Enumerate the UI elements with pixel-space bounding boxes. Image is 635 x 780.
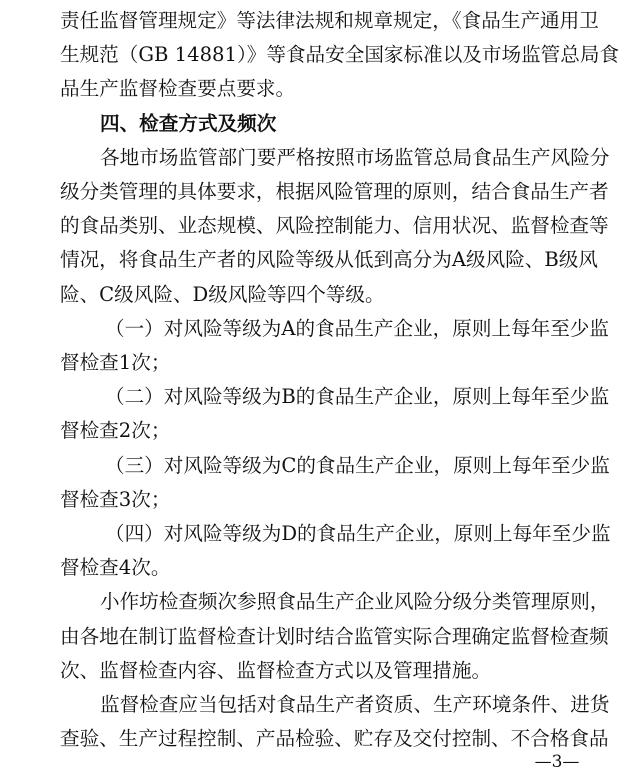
text-line: 各地市场监管部门要严格按照市场监管总局食品生产风险分 (100, 145, 610, 169)
text-line: 查验、生产过程控制、产品检验、贮存及交付控制、不合格食品 (60, 727, 609, 751)
text-line: 情况，将食品生产者的风险等级从低到高分为A级风险、B级风 (60, 248, 598, 272)
text-line: 级分类管理的具体要求，根据风险管理的原则，结合食品生产者 (60, 180, 609, 203)
text-line: 品生产监督检查要点要求。 (60, 77, 296, 101)
text-line: 小作坊检查频次参照食品生产企业风险分级分类管理原则， (100, 590, 610, 614)
text-line: 由各地在制订监督检查计划时结合监管实际合理确定监督检查频 (60, 624, 609, 648)
text-line: （二）对风险等级为B的食品生产企业，原则上每年至少监 (105, 385, 610, 409)
page-number: —3— (534, 752, 580, 772)
text-line: 督检查3次； (60, 487, 171, 511)
text-line: 生规范（GB 14881）》等食品安全国家标准以及市场监管总局食 (60, 43, 620, 67)
section-heading: 四、检查方式及频次 (100, 111, 277, 135)
text-line: 次、监督检查内容、监督检查方式以及管理措施。 (60, 658, 492, 682)
text-line: 督检查1次； (60, 351, 171, 374)
text-line: 监督检查应当包括对食品生产者资质、生产环境条件、进货 (100, 693, 610, 716)
text-line: 督检查4次。 (60, 556, 171, 580)
text-line: 的食品类别、业态规模、风险控制能力、信用状况、监督检查等 (60, 214, 609, 238)
text-line: （一）对风险等级为A的食品生产企业，原则上每年至少监 (105, 316, 609, 340)
text-line: 责任监督管理规定》等法律法规和规章规定，《食品生产通用卫 (60, 9, 599, 32)
text-line: 督检查2次； (60, 419, 171, 443)
text-line: （三）对风险等级为C的食品生产企业，原则上每年至少监 (105, 453, 610, 477)
text-line: 险、C级风险、D级风险等四个等级。 (60, 282, 385, 306)
text-line: （四）对风险等级为D的食品生产企业，原则上每年至少监 (105, 522, 611, 545)
